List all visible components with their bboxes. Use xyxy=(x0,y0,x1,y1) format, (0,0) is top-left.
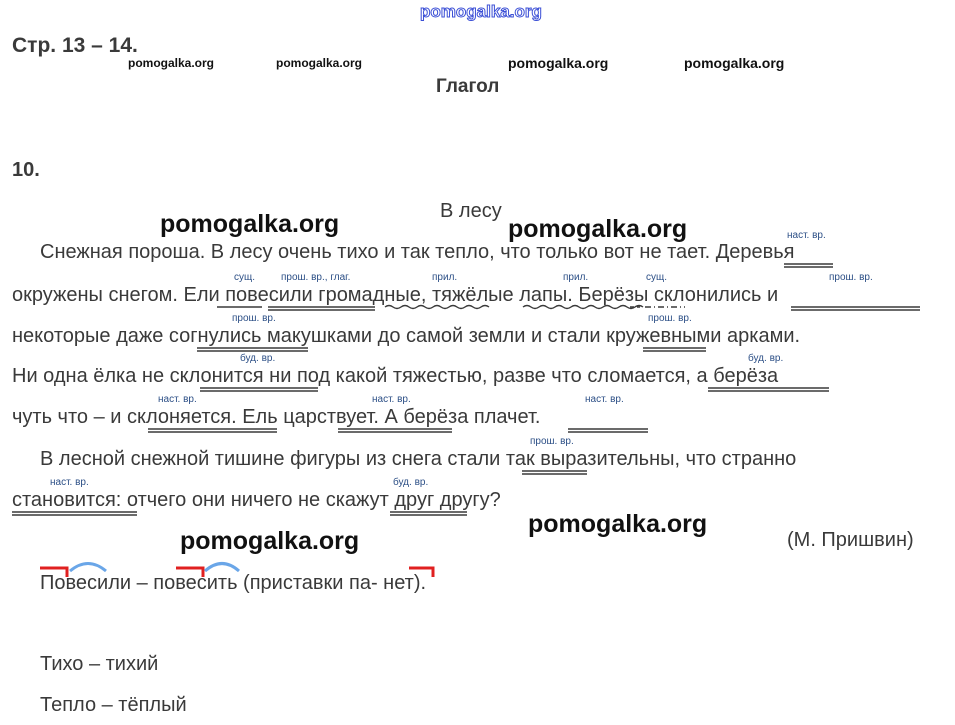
analysis-line: Повесили – повесить (приставки па- нет). xyxy=(40,572,427,594)
page-heading: Стр. 13 – 14. xyxy=(12,34,138,57)
exercise-number: 10. xyxy=(12,159,40,181)
text-line: окружены снегом. Ели повесили громадные, тяжёлые лапы. Берёзы склонились и xyxy=(12,284,779,306)
annotation: прил. xyxy=(563,272,589,283)
annotation: прил. xyxy=(432,272,458,283)
annotation: наст. вр. xyxy=(158,394,197,405)
watermark: pomogalka.org xyxy=(684,55,785,71)
text-line: становится: отчего они ничего не скажут друг другу? xyxy=(12,489,501,511)
annotation: прош. вр., глаг. xyxy=(281,272,351,283)
text-line: В лесной снежной тишине фигуры из снега стали так выразительны, что странно xyxy=(40,448,797,470)
analysis-line: Тихо – тихий xyxy=(40,653,159,675)
author: (М. Пришвин) xyxy=(787,529,914,551)
annotation: сущ. xyxy=(646,272,668,283)
text-line: Снежная пороша. В лесу очень тихо и так тепло, что только вот не тает. Деревья xyxy=(40,241,795,263)
watermark: pomogalka.org xyxy=(180,527,360,555)
watermark: pomogalka.org xyxy=(528,510,708,538)
annotation: прош. вр. xyxy=(530,436,574,447)
text-title: В лесу xyxy=(440,200,502,222)
text-line: некоторые даже согнулись макушками до самой земли и стали кружевными арками. xyxy=(12,325,801,347)
annotation: наст. вр. xyxy=(50,477,89,488)
watermark: pomogalka.org xyxy=(160,210,340,238)
annotation: наст. вр. xyxy=(372,394,411,405)
text-line: чуть что – и склоняется. Ель царствует. А берёза плачет. xyxy=(12,406,541,428)
annotation: наст. вр. xyxy=(787,230,826,241)
text-line: Ни одна ёлка не склонится ни под какой тяжестью, разве что сломается, а берёза xyxy=(12,365,779,387)
analysis-line: Тепло – тёплый xyxy=(40,694,187,716)
watermark: pomogalka.org xyxy=(508,215,688,243)
annotation: буд. вр. xyxy=(240,353,276,364)
annotation: прош. вр. xyxy=(829,272,873,283)
annotation: наст. вр. xyxy=(585,394,624,405)
annotation: прош. вр. xyxy=(648,313,692,324)
annotation: буд. вр. xyxy=(748,353,784,364)
watermark: pomogalka.org xyxy=(276,56,363,70)
top-watermark: pomogalka.org xyxy=(420,2,542,21)
annotation: буд. вр. xyxy=(393,477,429,488)
annotation: сущ. xyxy=(234,272,256,283)
annotation: прош. вр. xyxy=(232,313,276,324)
watermark: pomogalka.org xyxy=(128,56,215,70)
topic-title: Глагол xyxy=(436,76,500,97)
watermark: pomogalka.org xyxy=(508,55,609,71)
